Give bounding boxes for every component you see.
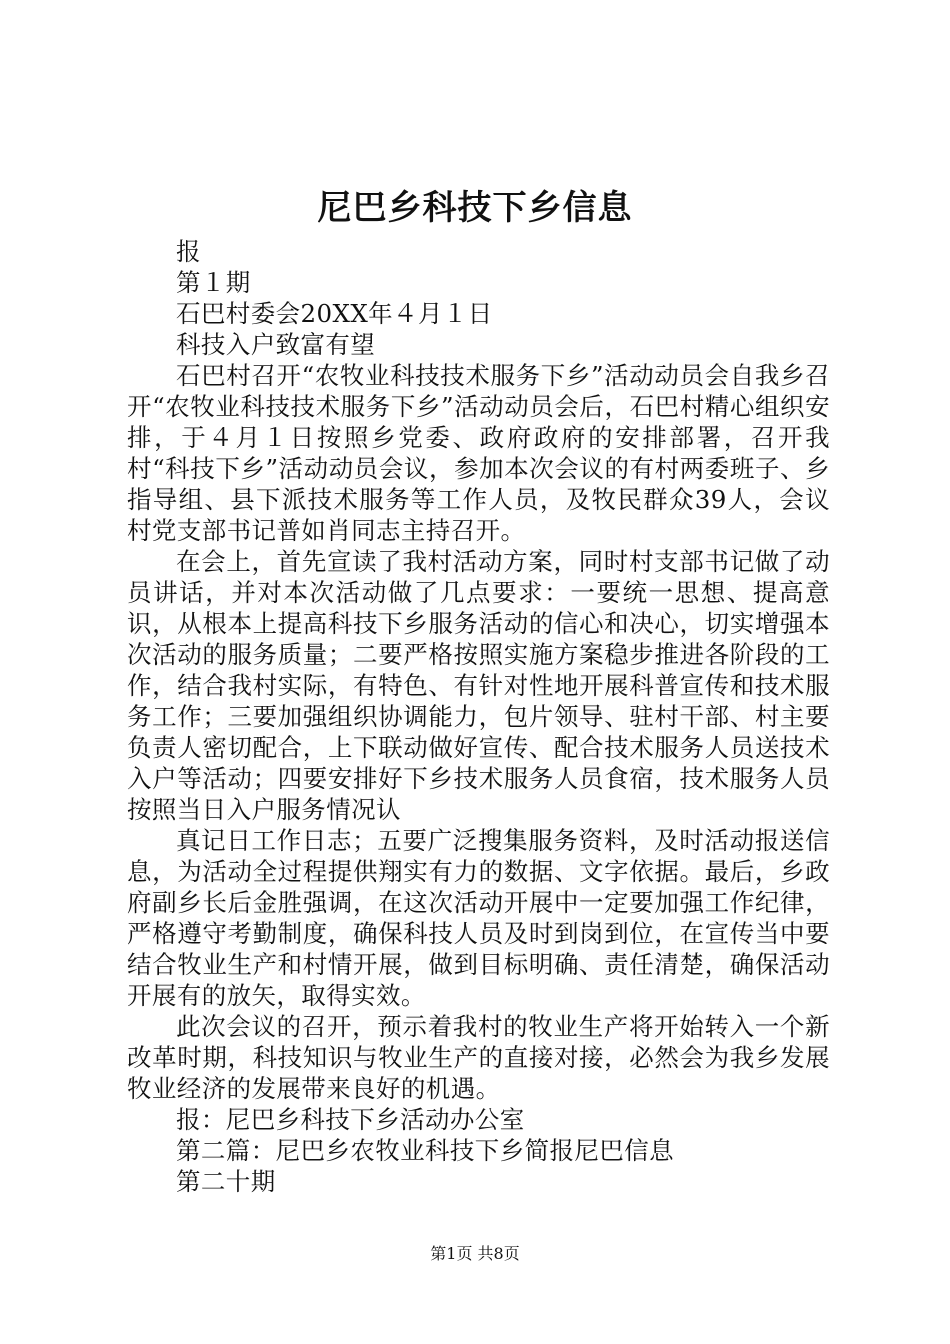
page-footer: 第1页 共8页 (430, 1244, 520, 1263)
paragraph-body: 此次会议的召开，预示着我村的牧业生产将开始转入一个新改革时期，科技知识与牧业生产的直接对接，必然会为我乡发展牧业经济的发展带来良好的机遇。 (127, 1012, 830, 1103)
paragraph-body: 真记日工作日志；五要广泛搜集服务资料，及时活动报送信息，为活动全过程提供翔实有力的数据、文字依据。最后，乡政府副乡长后金胜强调，在这次活动开展中一定要加强工作纪律，严格遵守考勤制度，确保科技人员及时到岗到位，在宣传当中要结合牧业生产和村情开展，做到目标明确、责任清楚，确保活动开展有的放矢，取得实效。 (127, 826, 830, 1010)
document-title: 尼巴乡科技下乡信息 (317, 188, 633, 228)
paragraph-body: 石巴村召开“农牧业科技技术服务下乡”活动动员会自我乡召开“农牧业科技技术服务下乡”活动动员会后，石巴村精心组织安排，于４月１日按照乡党委、政府政府的安排部署，召开我村“科技下乡”活动动员会议，参加本次会议的有村两委班子、乡指导组、县下派技术服务等工作人员，及牧民群众39人，会议村党支部书记普如肖同志主持召开。 (127, 361, 830, 545)
document-body (127, 236, 830, 1197)
paragraph-issuer-date: 石巴村委会20XX年４月１日 (176, 299, 493, 328)
paragraph-issue-number-2: 第二十期 (176, 1167, 276, 1196)
paragraph-body: 在会上，首先宣读了我村活动方案，同时村支部书记做了动员讲话，并对本次活动做了几点要求：一要统一思想、提高意识，从根本上提高科技下乡服务活动的信心和决心，切实增强本次活动的服务质量；二要严格按照实施方案稳步推进各阶段的工作，结合我村实际，有特色、有针对性地开展科普宣传和技术服务工作；三要加强组织协调能力，包片领导、驻村干部、村主要负责人密切配合，上下联动做好宣传、配合技术服务人员送技术入户等活动；四要安排好下乡技术服务人员食宿，技术服务人员按照当日入户服务情况认 (127, 547, 830, 824)
paragraph-headline: 科技入户致富有望 (176, 330, 376, 359)
paragraph-report-to: 报：尼巴乡科技下乡活动办公室 (176, 1105, 525, 1134)
paragraph-report-label: 报 (176, 237, 201, 266)
paragraph-issue-number: 第１期 (176, 268, 251, 297)
paragraph-section-heading: 第二篇：尼巴乡农牧业科技下乡简报尼巴信息 (176, 1136, 674, 1165)
